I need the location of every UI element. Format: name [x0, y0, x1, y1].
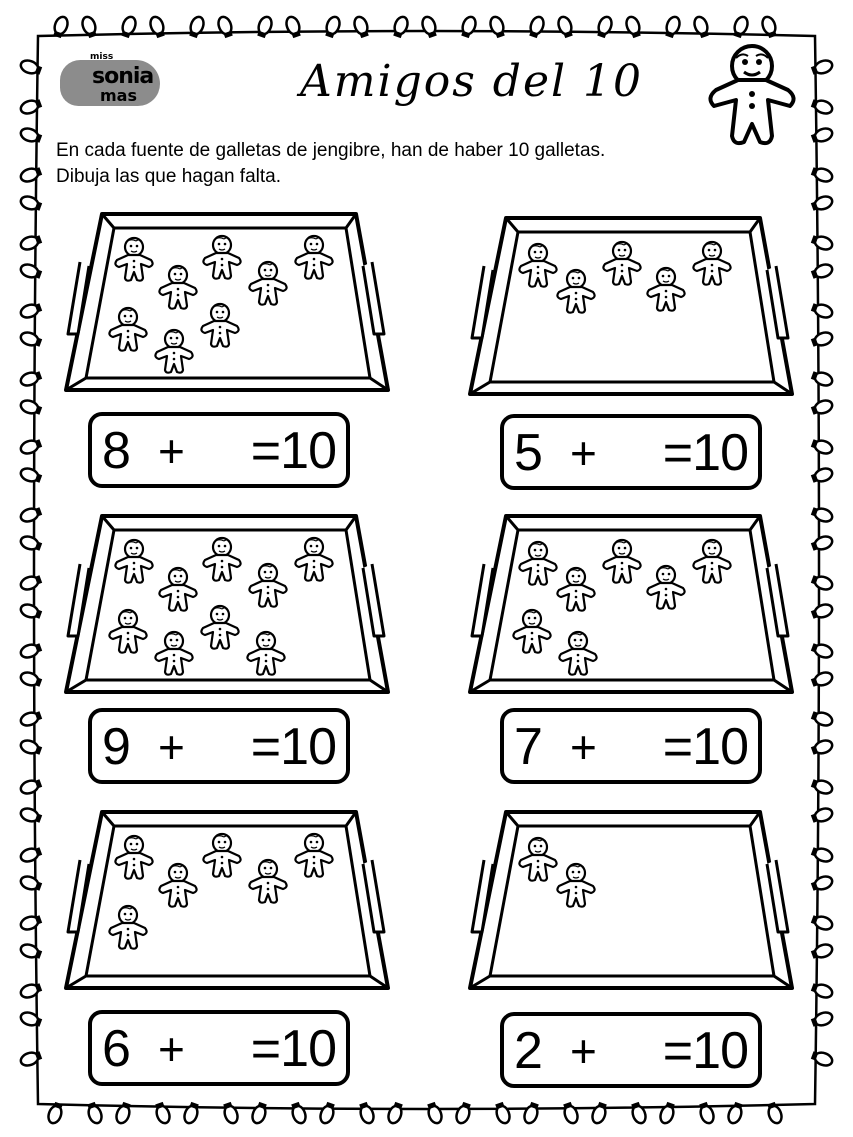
light-bulb-icon	[19, 505, 43, 523]
equation-plus: +	[158, 1023, 185, 1075]
light-bulb-icon	[726, 1101, 744, 1125]
light-bulb-icon	[454, 1101, 472, 1125]
equation-box-1[interactable]	[88, 412, 350, 488]
light-bulb-icon	[810, 97, 834, 115]
baking-tray-icon	[460, 212, 800, 407]
light-bulb-icon	[810, 126, 834, 144]
equation-count: 5	[514, 424, 543, 482]
light-bulb-icon	[19, 262, 43, 280]
light-bulb-icon	[810, 398, 834, 416]
light-bulb-icon	[810, 233, 834, 251]
light-bulb-icon	[810, 670, 834, 688]
light-bulb-icon	[19, 709, 43, 727]
light-bulb-icon	[810, 738, 834, 756]
light-bulb-icon	[810, 806, 834, 824]
light-bulb-icon	[19, 534, 43, 552]
light-bulb-icon	[19, 845, 43, 863]
light-bulb-icon	[19, 437, 43, 455]
light-bulb-icon	[51, 15, 69, 39]
light-bulb-icon	[19, 97, 43, 115]
equation-plus: +	[570, 427, 597, 479]
equation-box-3[interactable]	[88, 708, 350, 784]
light-bulb-icon	[810, 534, 834, 552]
baking-tray-icon	[460, 510, 800, 705]
logo-text-miss: miss	[90, 52, 114, 62]
light-bulb-icon	[810, 369, 834, 387]
equation-result: =10	[250, 718, 336, 776]
light-bulb-icon	[250, 1101, 268, 1125]
light-bulb-icon	[556, 15, 574, 39]
light-bulb-icon	[119, 15, 137, 39]
instructions	[56, 138, 776, 190]
cookie-tray-5	[56, 806, 396, 1001]
equation-result: =10	[662, 718, 748, 776]
equation-result: =10	[250, 1020, 336, 1078]
equation-box-4[interactable]	[500, 708, 762, 784]
equation-plus: +	[158, 721, 185, 773]
light-bulb-icon	[810, 874, 834, 892]
light-bulb-icon	[19, 777, 43, 795]
page-title: Amigos del 10	[300, 56, 644, 107]
light-bulb-icon	[765, 1101, 783, 1125]
light-bulb-icon	[692, 15, 710, 39]
light-bulb-icon	[810, 437, 834, 455]
light-bulb-icon	[19, 165, 43, 183]
light-bulb-icon	[19, 738, 43, 756]
equation-box-6[interactable]	[500, 1012, 762, 1088]
light-bulb-icon	[425, 1101, 443, 1125]
instructions-line-2: Dibuja las que hagan falta.	[56, 166, 281, 187]
logo-text-sonia: sonia	[92, 64, 154, 89]
light-bulb-icon	[810, 1049, 834, 1067]
light-bulb-icon	[697, 1101, 715, 1125]
light-bulb-icon	[352, 15, 370, 39]
light-bulb-icon	[810, 942, 834, 960]
light-bulb-icon	[527, 15, 545, 39]
light-bulb-icon	[19, 641, 43, 659]
light-bulb-icon	[810, 194, 834, 212]
baking-tray-icon	[56, 208, 396, 403]
light-bulb-icon	[663, 15, 681, 39]
light-bulb-icon	[85, 1101, 103, 1125]
light-bulb-icon	[289, 1101, 307, 1125]
light-bulb-icon	[318, 1101, 336, 1125]
light-bulb-icon	[810, 1010, 834, 1028]
light-bulb-icon	[19, 602, 43, 620]
light-bulb-icon	[216, 15, 234, 39]
equation-plus: +	[570, 1025, 597, 1077]
light-bulb-icon	[810, 913, 834, 931]
cookie-tray-4	[460, 510, 800, 705]
light-bulb-icon	[19, 913, 43, 931]
light-bulb-icon	[357, 1101, 375, 1125]
light-bulb-icon	[658, 1101, 676, 1125]
light-bulb-icon	[19, 670, 43, 688]
light-bulb-icon	[810, 466, 834, 484]
light-bulb-icon	[810, 777, 834, 795]
cookie-tray-6	[460, 806, 800, 1001]
light-bulb-icon	[19, 369, 43, 387]
light-bulb-icon	[19, 398, 43, 416]
light-bulb-icon	[114, 1101, 132, 1125]
light-bulb-icon	[810, 709, 834, 727]
equation-box-2[interactable]	[500, 414, 762, 490]
light-bulb-icon	[19, 126, 43, 144]
light-bulb-icon	[182, 1101, 200, 1125]
light-bulb-icon	[80, 15, 98, 39]
light-bulb-icon	[19, 330, 43, 348]
gingerbread-man-icon	[702, 40, 802, 150]
light-bulb-icon	[810, 505, 834, 523]
light-bulb-icon	[810, 641, 834, 659]
light-bulb-icon	[590, 1101, 608, 1125]
light-bulb-icon	[19, 981, 43, 999]
equation-result: =10	[662, 1022, 748, 1080]
light-bulb-icon	[420, 15, 438, 39]
light-bulb-icon	[19, 301, 43, 319]
light-bulb-icon	[731, 15, 749, 39]
cookie-tray-1	[56, 208, 396, 403]
cookie-tray-2	[460, 212, 800, 407]
light-bulb-icon	[810, 602, 834, 620]
light-bulb-icon	[19, 58, 43, 76]
light-bulb-icon	[19, 806, 43, 824]
light-bulb-icon	[187, 15, 205, 39]
equation-plus: +	[570, 721, 597, 773]
light-bulb-icon	[284, 15, 302, 39]
light-bulb-icon	[19, 466, 43, 484]
equation-count: 2	[514, 1022, 543, 1080]
light-bulb-icon	[624, 15, 642, 39]
light-bulb-icon	[522, 1101, 540, 1125]
light-bulb-icon	[488, 15, 506, 39]
light-bulb-icon	[760, 15, 778, 39]
light-bulb-icon	[153, 1101, 171, 1125]
light-bulb-icon	[148, 15, 166, 39]
equation-box-5[interactable]	[88, 1010, 350, 1086]
equation-count: 7	[514, 718, 543, 776]
light-bulb-icon	[221, 1101, 239, 1125]
light-bulb-icon	[810, 981, 834, 999]
light-bulb-icon	[810, 262, 834, 280]
light-bulb-icon	[810, 845, 834, 863]
light-bulb-icon	[19, 1010, 43, 1028]
light-bulb-icon	[19, 1049, 43, 1067]
light-bulb-icon	[19, 942, 43, 960]
light-bulb-icon	[810, 165, 834, 183]
cookie-tray-3	[56, 510, 396, 705]
equation-result: =10	[662, 424, 748, 482]
light-bulb-icon	[19, 233, 43, 251]
light-bulb-icon	[810, 58, 834, 76]
light-bulb-icon	[255, 15, 273, 39]
light-bulb-icon	[810, 330, 834, 348]
light-bulb-icon	[391, 15, 409, 39]
light-bulb-icon	[595, 15, 613, 39]
light-bulb-icon	[323, 15, 341, 39]
equation-count: 8	[102, 422, 131, 480]
light-bulb-icon	[46, 1101, 64, 1125]
equation-plus: +	[158, 425, 185, 477]
equation-count: 9	[102, 718, 131, 776]
light-bulb-icon	[810, 301, 834, 319]
baking-tray-icon	[56, 806, 396, 1001]
brand-logo	[56, 52, 168, 110]
logo-text-mas: mas	[100, 86, 137, 105]
instructions-line-1: En cada fuente de galletas de jengibre, han de haber 10 galletas.	[56, 140, 606, 161]
light-bulb-icon	[19, 874, 43, 892]
equation-result: =10	[250, 422, 336, 480]
light-bulb-icon	[493, 1101, 511, 1125]
equation-count: 6	[102, 1020, 131, 1078]
light-bulb-icon	[19, 194, 43, 212]
light-bulb-icon	[810, 573, 834, 591]
light-bulb-icon	[386, 1101, 404, 1125]
light-bulb-icon	[459, 15, 477, 39]
light-bulb-icon	[629, 1101, 647, 1125]
baking-tray-icon	[460, 806, 800, 1001]
light-bulb-icon	[19, 573, 43, 591]
baking-tray-icon	[56, 510, 396, 705]
light-bulb-icon	[561, 1101, 579, 1125]
